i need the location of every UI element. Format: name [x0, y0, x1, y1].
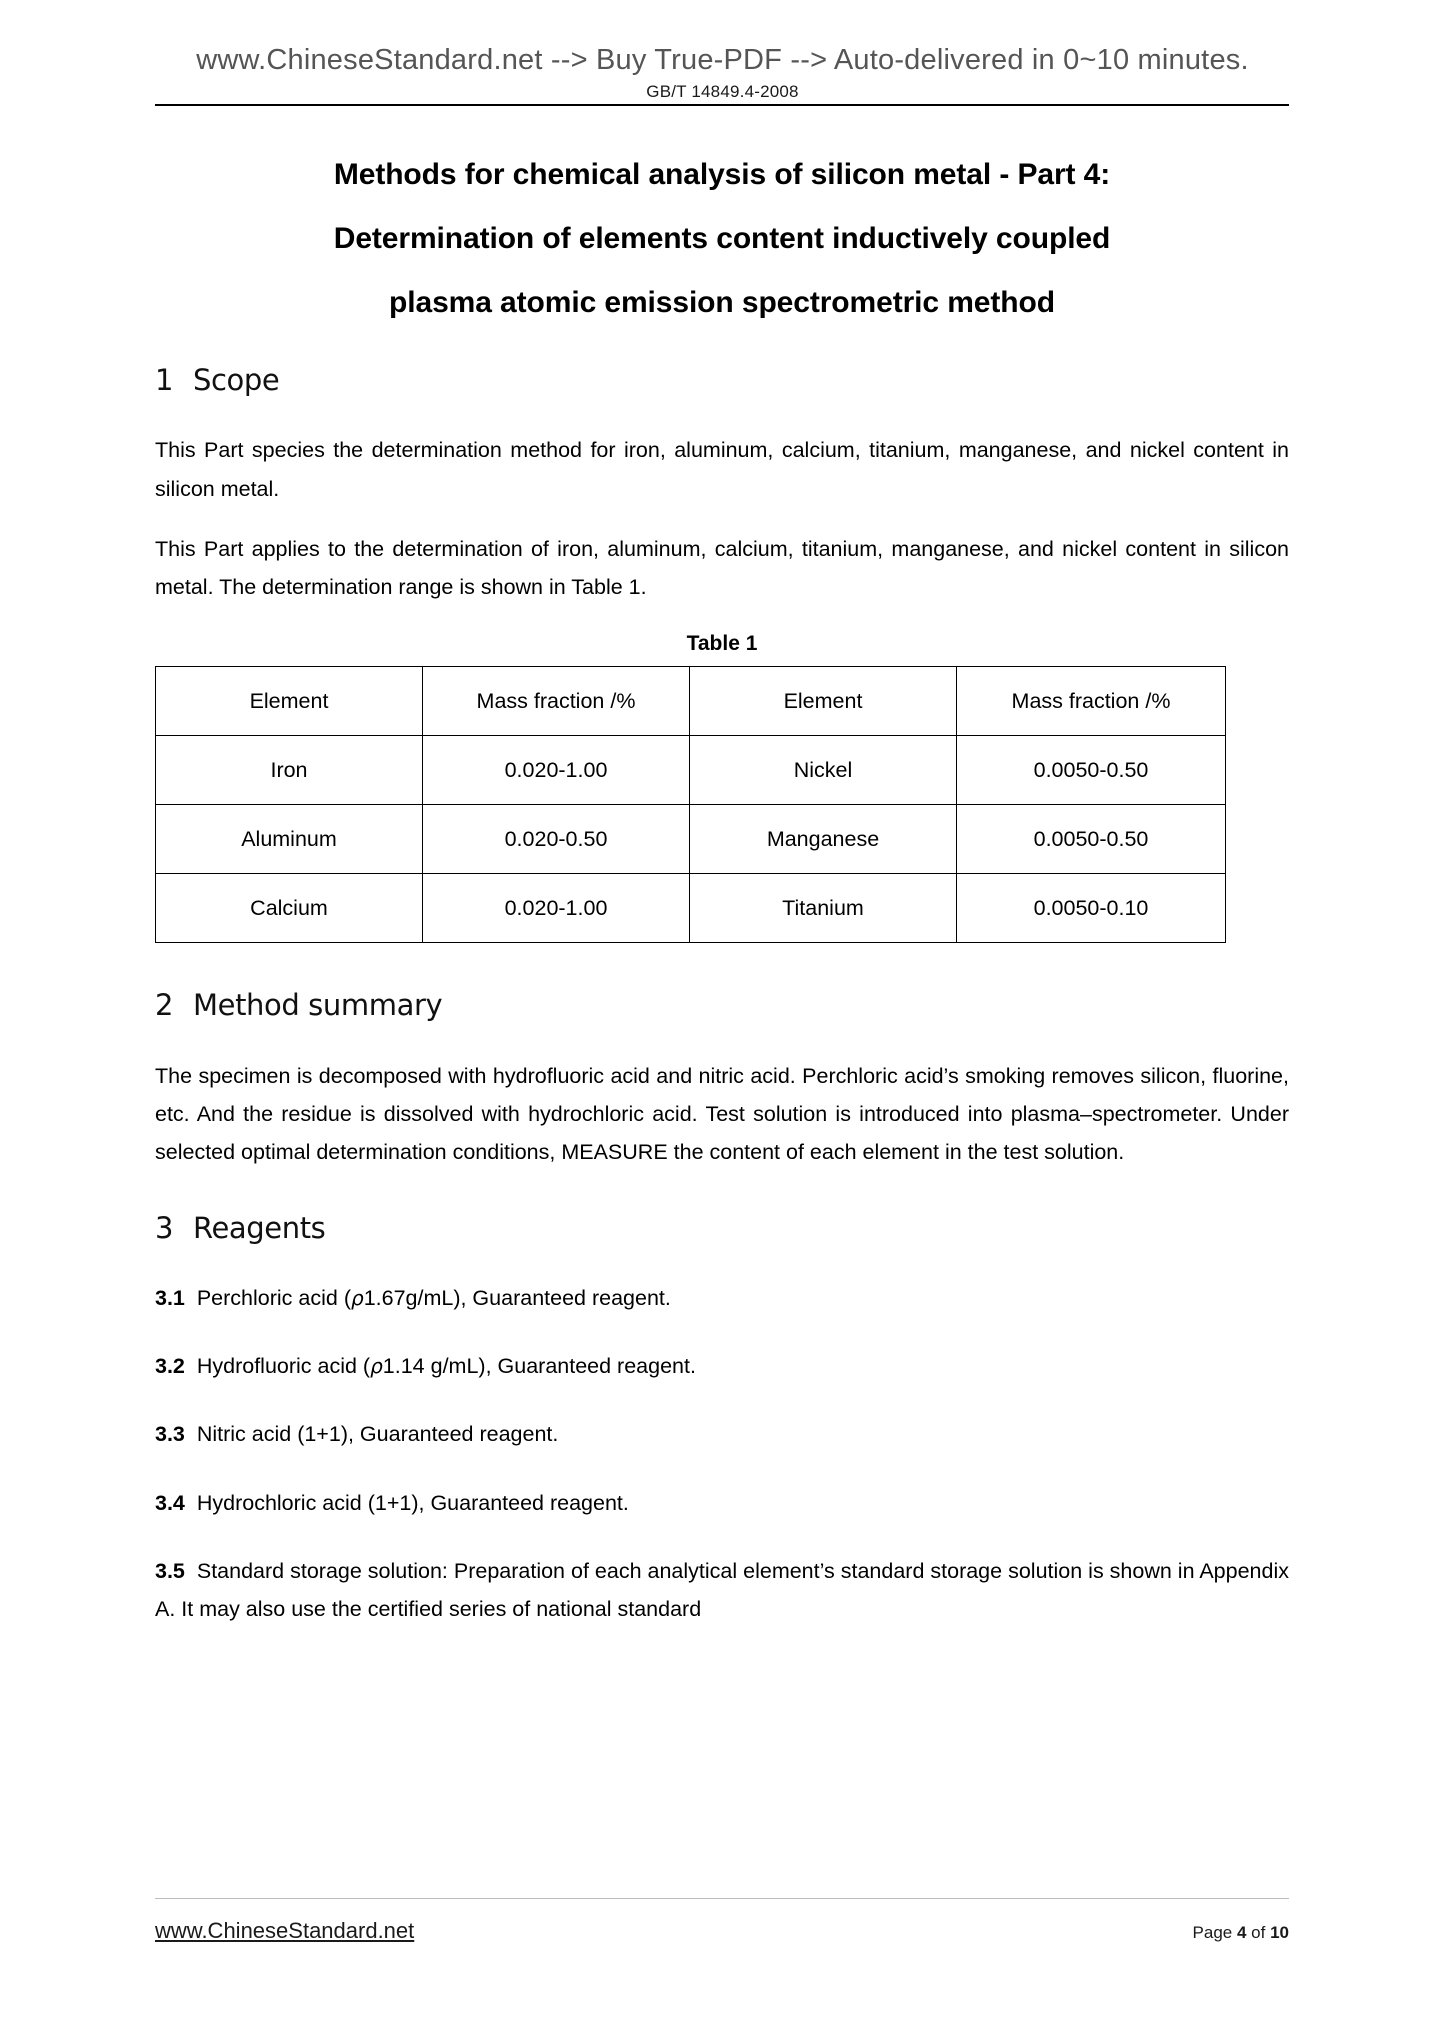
- table-header-cell-element-right: Element: [690, 667, 957, 736]
- table-cell: 0.0050-0.10: [957, 874, 1226, 943]
- reagent-item-3-5: [155, 1552, 1289, 1629]
- reagent-item-3-3: [155, 1415, 1289, 1453]
- table-header-cell-massfraction-right: Mass fraction /%: [957, 667, 1226, 736]
- footer-divider: [155, 1898, 1289, 1899]
- page-footer: [155, 1918, 1289, 1944]
- rho-symbol: ρ: [350, 1285, 364, 1310]
- document-title: [155, 160, 1289, 318]
- reagent-text-after: 1.14 g/mL), Guaranteed reagent.: [382, 1354, 696, 1379]
- table-1: [155, 666, 1226, 943]
- page-indicator: [1193, 1923, 1289, 1943]
- reagent-text-before: Hydrochloric acid (1+1), Guaranteed reagent.: [196, 1490, 629, 1515]
- header-divider: [155, 104, 1289, 106]
- rho-symbol: ρ: [370, 1354, 383, 1379]
- section-number-3: 3: [155, 1210, 174, 1245]
- footer-website-link[interactable]: www.ChineseStandard.net: [155, 1918, 415, 1943]
- scope-paragraph-2: This Part applies to the determination of iron, aluminum, calcium, titanium, manganese, and nickel content in silicon metal. The determination range is shown in Table 1.: [155, 536, 1289, 600]
- document-title-line-1: Methods for chemical analysis of silicon metal - Part 4:: [333, 158, 1111, 191]
- table-cell: Iron: [156, 736, 423, 805]
- table-cell: 0.0050-0.50: [957, 736, 1226, 805]
- page-prefix: Page: [1192, 1923, 1237, 1942]
- reagent-item-3-1: [155, 1279, 1289, 1317]
- promo-watermark-header: www.ChineseStandard.net --> Buy True-PDF --> Auto-delivered in 0~10 minutes.: [196, 44, 1249, 76]
- standard-number: GB/T 14849.4-2008: [646, 82, 799, 101]
- table-row: [156, 736, 1226, 805]
- reagent-text-before: Standard storage solution: Preparation of each analytical element’s standard storage solution is shown in Appendix A. It may also use the certified series of national standard: [155, 1558, 1289, 1622]
- reagent-number: 3.4: [155, 1490, 185, 1515]
- table-cell: Manganese: [690, 805, 957, 874]
- table-cell: 0.020-1.00: [423, 874, 690, 943]
- reagent-text-before: Hydrofluoric acid (: [196, 1354, 371, 1379]
- reagent-text-before: Nitric acid (1+1), Guaranteed reagent.: [196, 1422, 559, 1447]
- table-header-row: [156, 667, 1226, 736]
- reagent-text-after: 1.67g/mL), Guaranteed reagent.: [363, 1285, 671, 1310]
- method-summary-paragraph: The specimen is decomposed with hydrofluoric acid and nitric acid. Perchloric acid’s smoking removes silicon, fluorine, etc. And the residue is dissolved with hydrochloric acid. Test solution is introduced into plasma–spectrometer. Under selected optimal determination conditions, MEASURE the content of each element in the test solution.: [155, 1063, 1289, 1165]
- table-cell: Aluminum: [156, 805, 423, 874]
- table-header-cell-massfraction-left: Mass fraction /%: [423, 667, 690, 736]
- page-middle: of: [1246, 1923, 1271, 1942]
- reagent-number: 3.2: [155, 1354, 185, 1379]
- scope-paragraph-1: This Part species the determination method for iron, aluminum, calcium, titanium, manganese, and nickel content in silicon metal.: [155, 438, 1289, 501]
- reagent-item-3-2: [155, 1347, 1289, 1385]
- table-cell: 0.020-0.50: [423, 805, 690, 874]
- section-title-reagents: Reagents: [193, 1210, 326, 1245]
- section-number-1: 1: [155, 363, 174, 397]
- table-cell: 0.0050-0.50: [957, 805, 1226, 874]
- table-cell: Calcium: [156, 874, 423, 943]
- table-cell: Titanium: [690, 874, 957, 943]
- reagent-number: 3.1: [155, 1285, 185, 1310]
- table-row: [156, 805, 1226, 874]
- document-title-line-2: Determination of elements content inductively coupled: [333, 222, 1111, 255]
- document-title-line-3: plasma atomic emission spectrometric method: [389, 286, 1055, 319]
- reagent-number: 3.5: [155, 1558, 185, 1583]
- table-header-cell-element-left: Element: [156, 667, 423, 736]
- page-current: 4: [1236, 1923, 1247, 1942]
- section-title-scope: Scope: [193, 363, 280, 397]
- section-heading-reagents: [155, 1212, 1289, 1245]
- reagent-item-3-4: [155, 1484, 1289, 1522]
- document-content: [155, 130, 1289, 1628]
- section-number-2: 2: [155, 988, 174, 1023]
- table-row: [156, 874, 1226, 943]
- page-total: 10: [1270, 1923, 1289, 1942]
- section-title-method-summary: Method summary: [193, 988, 443, 1023]
- section-heading-scope: [155, 364, 1289, 397]
- table-cell: Nickel: [690, 736, 957, 805]
- table-cell: 0.020-1.00: [423, 736, 690, 805]
- table-1-caption: Table 1: [686, 632, 758, 656]
- section-heading-method-summary: [155, 989, 1289, 1022]
- reagent-text-before: Perchloric acid (: [196, 1285, 351, 1310]
- reagent-number: 3.3: [155, 1422, 185, 1447]
